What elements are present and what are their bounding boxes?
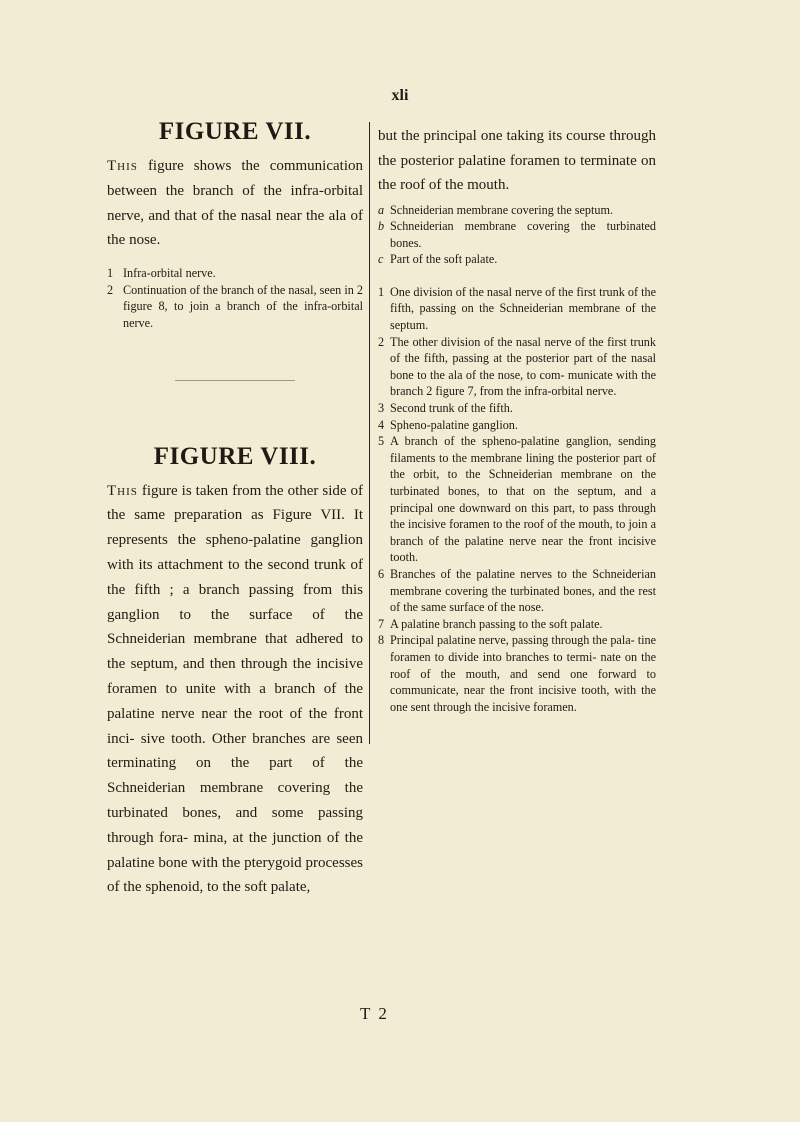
key-letter: a [378, 202, 385, 217]
list-item [378, 334, 656, 400]
note-text: A branch of the spheno-palatine ganglion, sending filaments to the membrane lining the posterior part of the orbit, to the Schneiderian membrane on the turbinated bones, to that on the septum, and a principal one downward on this part, to pass through the incisive foramen to the roof of the mouth, to join a branch of the palatine nerve near the front incisive tooth. [390, 434, 656, 565]
note-text: The other division of the nasal nerve of the first trunk of the fifth, passing at the posterior part of the nasal bone to the ala of the nose, to com- municate with the branch 2 figure 7, from the infra-orbital nerve. [390, 334, 656, 399]
note-number: 4 [378, 417, 385, 432]
column-divider [369, 122, 370, 744]
key-text: Schneiderian membrane covering the septum. [390, 202, 614, 217]
key-letter: c [378, 252, 384, 267]
key-text: Part of the soft palate. [390, 252, 498, 267]
key-letter: b [378, 219, 385, 234]
signature-mark: T 2 [360, 1004, 389, 1023]
figure-7-description [107, 154, 363, 253]
note-text: Principal palatine nerve, passing through the pala- tine foramen to divide into branches to termi- nate on the roof of the mouth, and send one forward to communicate, near the front incisive tooth, with the one sent through the incisive foramen. [390, 633, 657, 714]
right-column [378, 124, 656, 715]
note-number: 5 [378, 434, 385, 449]
list-item [378, 284, 656, 334]
note-number: 7 [378, 616, 385, 631]
list-item [378, 566, 656, 616]
note-text: Branches of the palatine nerves to the Schneiderian membrane covering the turbinated bones, and the rest of the same surface of the nose. [390, 566, 656, 615]
list-item [378, 202, 656, 219]
note-text: A palatine branch passing to the soft palate. [390, 616, 603, 631]
left-column [107, 118, 363, 900]
list-item [378, 433, 656, 566]
figure-7-notes [107, 265, 363, 331]
note-number: 6 [378, 566, 385, 581]
list-item [378, 616, 656, 633]
note-number: 1 [107, 266, 114, 281]
key-text: Schneiderian membrane covering the turbinated bones. [390, 219, 656, 250]
list-item [378, 400, 656, 417]
figure-8-lead: This [107, 482, 138, 499]
note-text: Continuation of the branch of the nasal, seen in 2 figure 8, to join a branch of the infra-orbital nerve. [123, 282, 363, 330]
figure-8-notes [378, 284, 656, 715]
note-number: 1 [378, 284, 385, 299]
note-text: Spheno-palatine ganglion. [390, 417, 518, 432]
figure-8-description [107, 479, 363, 901]
figure-8-title: FIGURE VIII. [153, 442, 317, 470]
note-number: 2 [378, 334, 385, 349]
page-number: xli [391, 87, 409, 104]
figure-7-title: FIGURE VII. [158, 118, 312, 145]
note-text: Infra-orbital nerve. [123, 266, 216, 281]
figure-7-lead: This [107, 158, 138, 174]
note-text: Second trunk of the fifth. [390, 401, 513, 416]
section-rule [175, 380, 295, 381]
figure-7-body: figure shows the communication between the branch of the infra-orbital nerve, and that of the nasal near the ala of the nose. [107, 158, 364, 249]
list-item [378, 632, 656, 715]
figure-8-letter-key [378, 202, 656, 268]
figure-8-body: figure is taken from the other side of the same preparation as Figure VII. It represents the spheno-palatine ganglion with its attachment to the second trunk of the fifth ; a branch passing from this ganglion to the surface of the Schneiderian membrane that adhered to the septum, and then through the incisive foramen to unite with a branch of the palatine nerve near the root of the front inci- sive tooth. Other branches are seen terminating on the part of the Schneiderian membrane covering the turbinated bones, and some passing through fora- mina, at the junction of the palatine bone with the pterygoid processes of the sphenoid, to the soft palate, [107, 482, 364, 896]
note-number: 2 [107, 282, 114, 297]
figure-8-continuation: but the principal one taking its course through the posterior palatine foramen to terminate on the roof of the mouth. [378, 128, 656, 193]
list-item [378, 218, 656, 251]
list-item [107, 282, 363, 332]
note-number: 8 [378, 633, 385, 648]
list-item [107, 265, 363, 282]
list-item [378, 251, 656, 268]
list-item [378, 417, 656, 434]
note-text: One division of the nasal nerve of the first trunk of the fifth, passing on the Schneiderian membrane of the septum. [390, 284, 656, 333]
note-number: 3 [378, 401, 385, 416]
